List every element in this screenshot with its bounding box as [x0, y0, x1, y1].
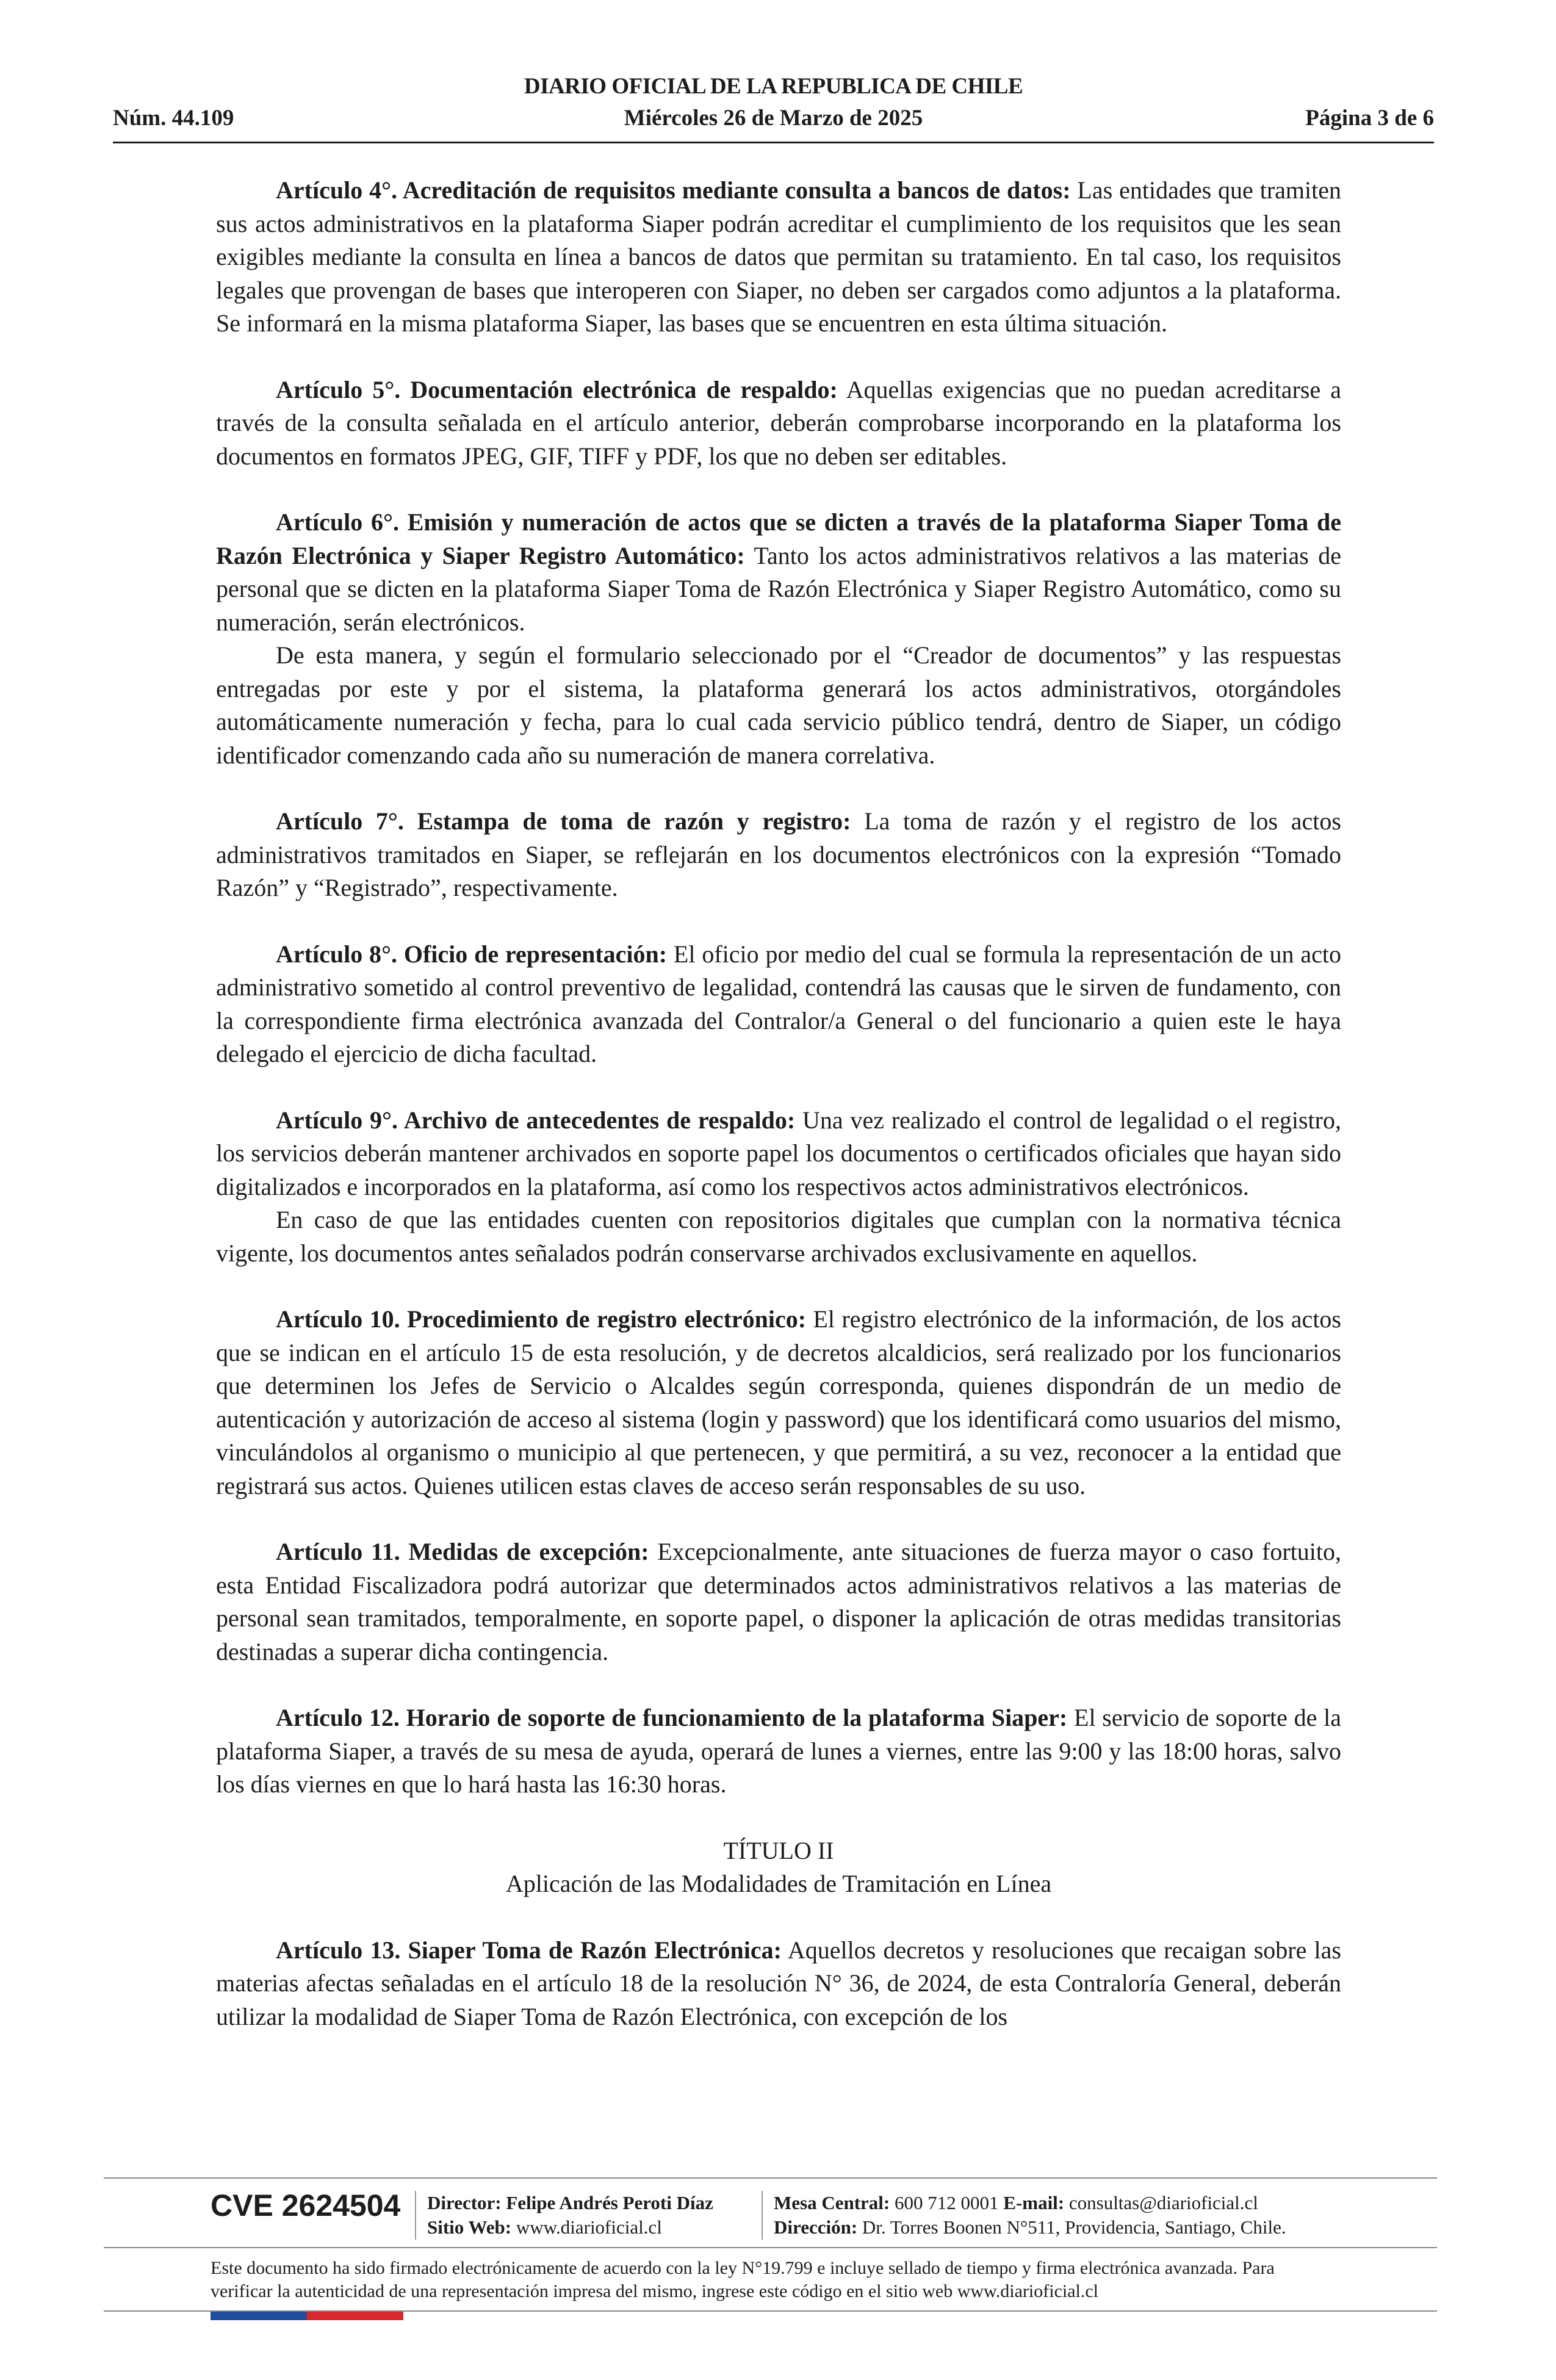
header-divider — [113, 142, 1434, 143]
footer-separator — [762, 2191, 763, 2240]
article-heading: Artículo 5°. Documentación electrónica de respaldo: — [276, 375, 838, 403]
page-header — [113, 73, 1434, 146]
issue-number: Núm. 44.109 — [113, 106, 234, 131]
flag-stripe-red — [307, 2312, 403, 2320]
article-6 — [216, 506, 1341, 772]
article-heading: Artículo 12. Horario de soporte de funcionamiento de la plataforma Siaper: — [276, 1704, 1068, 1731]
article-text: Tanto los actos administrativos relativos a las materias de personal que se dicten en la plataforma Siaper Toma de Razón Electrónica y Siaper Registro Automático, como su numeración, serán electrónicos. — [216, 541, 1341, 636]
mesa-label: Mesa Central: — [774, 2192, 890, 2213]
article-4 — [216, 174, 1341, 341]
footer-middle-divider — [104, 2247, 1437, 2248]
article-10 — [216, 1303, 1341, 1502]
article-13 — [216, 1934, 1341, 2034]
article-paragraph: En caso de que las entidades cuenten con repositorios digitales que cumplan con la normativa técnica vigente, los documentos antes señalados podrán conservarse archivados exclusivamente en aquellos. — [216, 1206, 1341, 1267]
article-11 — [216, 1535, 1341, 1668]
director-name: Felipe Andrés Peroti Díaz — [501, 2192, 713, 2213]
article-text: Excepcionalmente, ante situaciones de fuerza mayor o caso fortuito, esta Entidad Fiscalizadora podrá autorizar que determinados actos administrativos relativos a las materias de personal sean tramitados, temporalmente, en soporte papel, o disponer la aplicación de otras medidas transitorias destinadas a superar dicha contingencia. — [216, 1538, 1341, 1665]
cve-code: CVE 2624504 — [211, 2188, 401, 2223]
article-12 — [216, 1701, 1341, 1801]
article-text: Las entidades que tramiten sus actos administrativos en la plataforma Siaper podrán acreditar el cumplimiento de los requisitos que les sean exigibles mediante la consulta en línea a bancos de datos que permitan su tratamiento. En tal caso, los requisitos legales que provengan de bases que interoperen con Siaper, no deben ser cargados como adjuntos a la plataforma. Se informará en la misma plataforma Siaper, las bases que se encuentren en esta última situación. — [216, 176, 1341, 337]
article-text: Una vez realizado el control de legalidad o el registro, los servicios deberán mantener archivados en soporte papel los documentos o certificados oficiales que hayan sido digitalizados e incorporados en la plataforma, así como los respectivos actos administrativos electrónicos. — [216, 1106, 1341, 1200]
article-text: Aquellas exigencias que no puedan acreditarse a través de la consulta señalada en el artículo anterior, deberán comprobarse incorporando en la plataforma los documentos en formatos JPEG, GIF, TIFF y PDF, los que no deben ser editables. — [216, 375, 1341, 470]
article-9 — [216, 1104, 1341, 1271]
footer-director-block — [427, 2191, 713, 2240]
article-text: El oficio por medio del cual se formula la representación de un acto administrativo sometido al control preventivo de legalidad, contendrá las causas que le sirven de fundamento, con la correspondiente firma electrónica avanzada del Contralor/a General o del funcionario a quien este le haya delegado el ejercicio de dicha facultad. — [216, 940, 1342, 1067]
article-text: La toma de razón y el registro de los actos administrativos tramitados en Siaper, se reflejarán en los documentos electrónicos con la expresión “Tomado Razón” y “Registrado”, respectivamente. — [216, 807, 1341, 901]
article-text: El registro electrónico de la información, de los actos que se indican en el artículo 15 de esta resolución, y de decretos alcaldicios, será realizado por los funcionarios que determinen los Jefes de Servicio o Alcaldes según corresponda, quienes dispondrán de un medio de autenticación y autorización de acceso al sistema (login y password) que los identificará como usuarios del mismo, vinculándolos al organismo o municipio al que pertenecen, y que permitirá, a su vez, reconocer a la entidad que registrará sus actos. Quienes utilicen estas claves de acceso serán responsables de su uso. — [216, 1305, 1341, 1499]
flag-stripe-blue — [211, 2312, 307, 2320]
issue-date: Miércoles 26 de Marzo de 2025 — [624, 106, 923, 131]
director-label: Director: — [427, 2192, 502, 2213]
website-link[interactable]: www.diarioficial.cl — [511, 2216, 662, 2238]
article-heading: Artículo 8°. Oficio de representación: — [276, 940, 668, 968]
article-text: El servicio de soporte de la plataforma Siaper, a través de su mesa de ayuda, operará de lunes a viernes, entre las 9:00 y las 18:00 horas, salvo los días viernes en que lo hará hasta las 16:30 horas. — [216, 1704, 1341, 1798]
article-paragraph: De esta manera, y según el formulario seleccionado por el “Creador de documentos” y las respuestas entregadas por este y por el sistema, la plataforma generará los actos administrativos, otorgándoles automáticamente numeración y fecha, para lo cual cada servicio público tendrá, dentro de Siaper, un código identificador comenzando cada año su numeración de manera correlativa. — [216, 641, 1341, 769]
footer-separator — [415, 2191, 416, 2240]
section-title-subtitle: Aplicación de las Modalidades de Tramitación en Línea — [505, 1870, 1052, 1897]
publication-title: DIARIO OFICIAL DE LA REPUBLICA DE CHILE — [524, 74, 1023, 99]
signature-disclaimer: Este documento ha sido firmado electrónicamente de acuerdo con la ley N°19.799 e incluye sellado de tiempo y firma electrónica avanzada. Para verificar la autenticidad de una representación impresa del mismo, ingrese este código en el sitio web www.diarioficial.cl — [211, 2258, 1275, 2301]
article-8 — [216, 938, 1341, 1071]
footer-top-divider — [104, 2177, 1437, 2179]
section-title-heading: TÍTULO II — [723, 1836, 834, 1864]
article-heading: Artículo 4°. Acreditación de requisitos mediante consulta a bancos de datos: — [276, 176, 1071, 204]
document-body — [216, 174, 1341, 2066]
footer-contact-block — [774, 2191, 1286, 2240]
article-5 — [216, 373, 1341, 474]
article-heading: Artículo 13. Siaper Toma de Razón Electrónica: — [276, 1936, 782, 1964]
article-heading: Artículo 11. Medidas de excepción: — [276, 1538, 649, 1565]
article-text: Aquellos decretos y resoluciones que recaigan sobre las materias afectas señaladas en el artículo 18 de la resolución N° 36, de 2024, de esta Contraloría General, deberán utilizar la modalidad de Siaper Toma de Razón Electrónica, con excepción de los — [216, 1936, 1341, 2030]
mesa-phone: 600 712 0001 — [890, 2192, 1004, 2213]
address-label: Dirección: — [774, 2216, 858, 2238]
article-7 — [216, 805, 1341, 905]
article-heading: Artículo 6°. Emisión y numeración de actos que se dicten a través de la plataforma Siaper Toma de Razón Electrónica y Siaper Registro Automático: — [216, 508, 1341, 569]
article-heading: Artículo 10. Procedimiento de registro electrónico: — [276, 1305, 807, 1333]
address-value: Dr. Torres Boonen N°511, Providencia, Santiago, Chile. — [857, 2216, 1286, 2238]
article-heading: Artículo 7°. Estampa de toma de razón y registro: — [276, 807, 851, 835]
section-title — [216, 1834, 1341, 1901]
email-label: E-mail: — [1003, 2192, 1065, 2213]
page-indicator: Página 3 de 6 — [1305, 106, 1434, 131]
email-link[interactable]: consultas@diarioficial.cl — [1064, 2192, 1258, 2213]
website-label: Sitio Web: — [427, 2216, 512, 2238]
article-heading: Artículo 9°. Archivo de antecedentes de respaldo: — [276, 1106, 796, 1134]
